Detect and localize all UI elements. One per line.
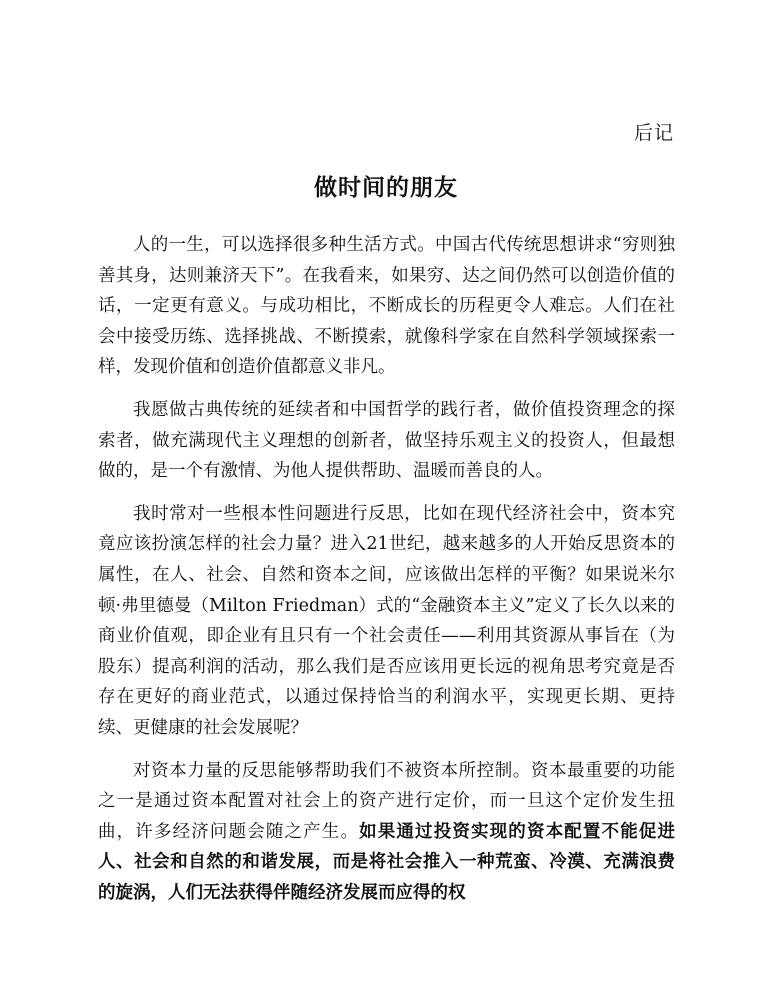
paragraph-2: 我愿做古典传统的延续者和中国哲学的践行者，做价值投资理念的探索者，做充满现代主义理想的创新者，做坚持乐观主义的投资人，但最想做的，是一个有激情、为他人提供帮助、温暖而善良的人。: [98, 399, 675, 482]
section-label: 后记: [633, 122, 674, 144]
paragraph-4: [98, 756, 675, 909]
paragraph-4-normal-text: 对资本力量的反思能够帮助我们不被资本所控制。资本最重要的功能之一是通过资本配置对社会上的资产进行定价，而一旦这个定价发生扭曲，许多经济问题会随之产生。: [98, 760, 675, 842]
chapter-title: 做时间的朋友: [314, 175, 458, 201]
body-text: [98, 230, 675, 920]
paragraph-3: 我时常对一些根本性问题进行反思，比如在现代经济社会中，资本究竟应该扮演怎样的社会力量？进入21世纪，越来越多的人开始反思资本的属性，在人、社会、自然和资本之间，应该做出怎样的平衡？如果说米尔顿·弗里德曼（Milton Friedman）式的“金融资本主义”定义了长久以来的商业价值观，即企业有且只有一个社会责任——利用其资源从事旨在（为股东）提高利润的活动，那么我们是否应该用更长远的视角思考究竟是否存在更好的商业范式，以通过保持恰当的利润水平，实现更长期、更持续、更健康的社会发展呢？: [98, 503, 675, 738]
paragraph-4-bold-text: 如果通过投资实现的资本配置不能促进人、社会和自然的和谐发展，而是将社会推入一种荒蛮、冷漠、充满浪费的旋涡，人们无法获得伴随经济发展而应得的权: [98, 821, 676, 903]
paragraph-1: 人的一生，可以选择很多种生活方式。中国古代传统思想讲求“穷则独善其身，达则兼济天下”。在我看来，如果穷、达之间仍然可以创造价值的话，一定更有意义。与成功相比，不断成长的历程更令人难忘。人们在社会中接受历练、选择挑战、不断摸索，就像科学家在自然科学领域探索一样，发现价值和创造价值都意义非凡。: [98, 235, 675, 378]
